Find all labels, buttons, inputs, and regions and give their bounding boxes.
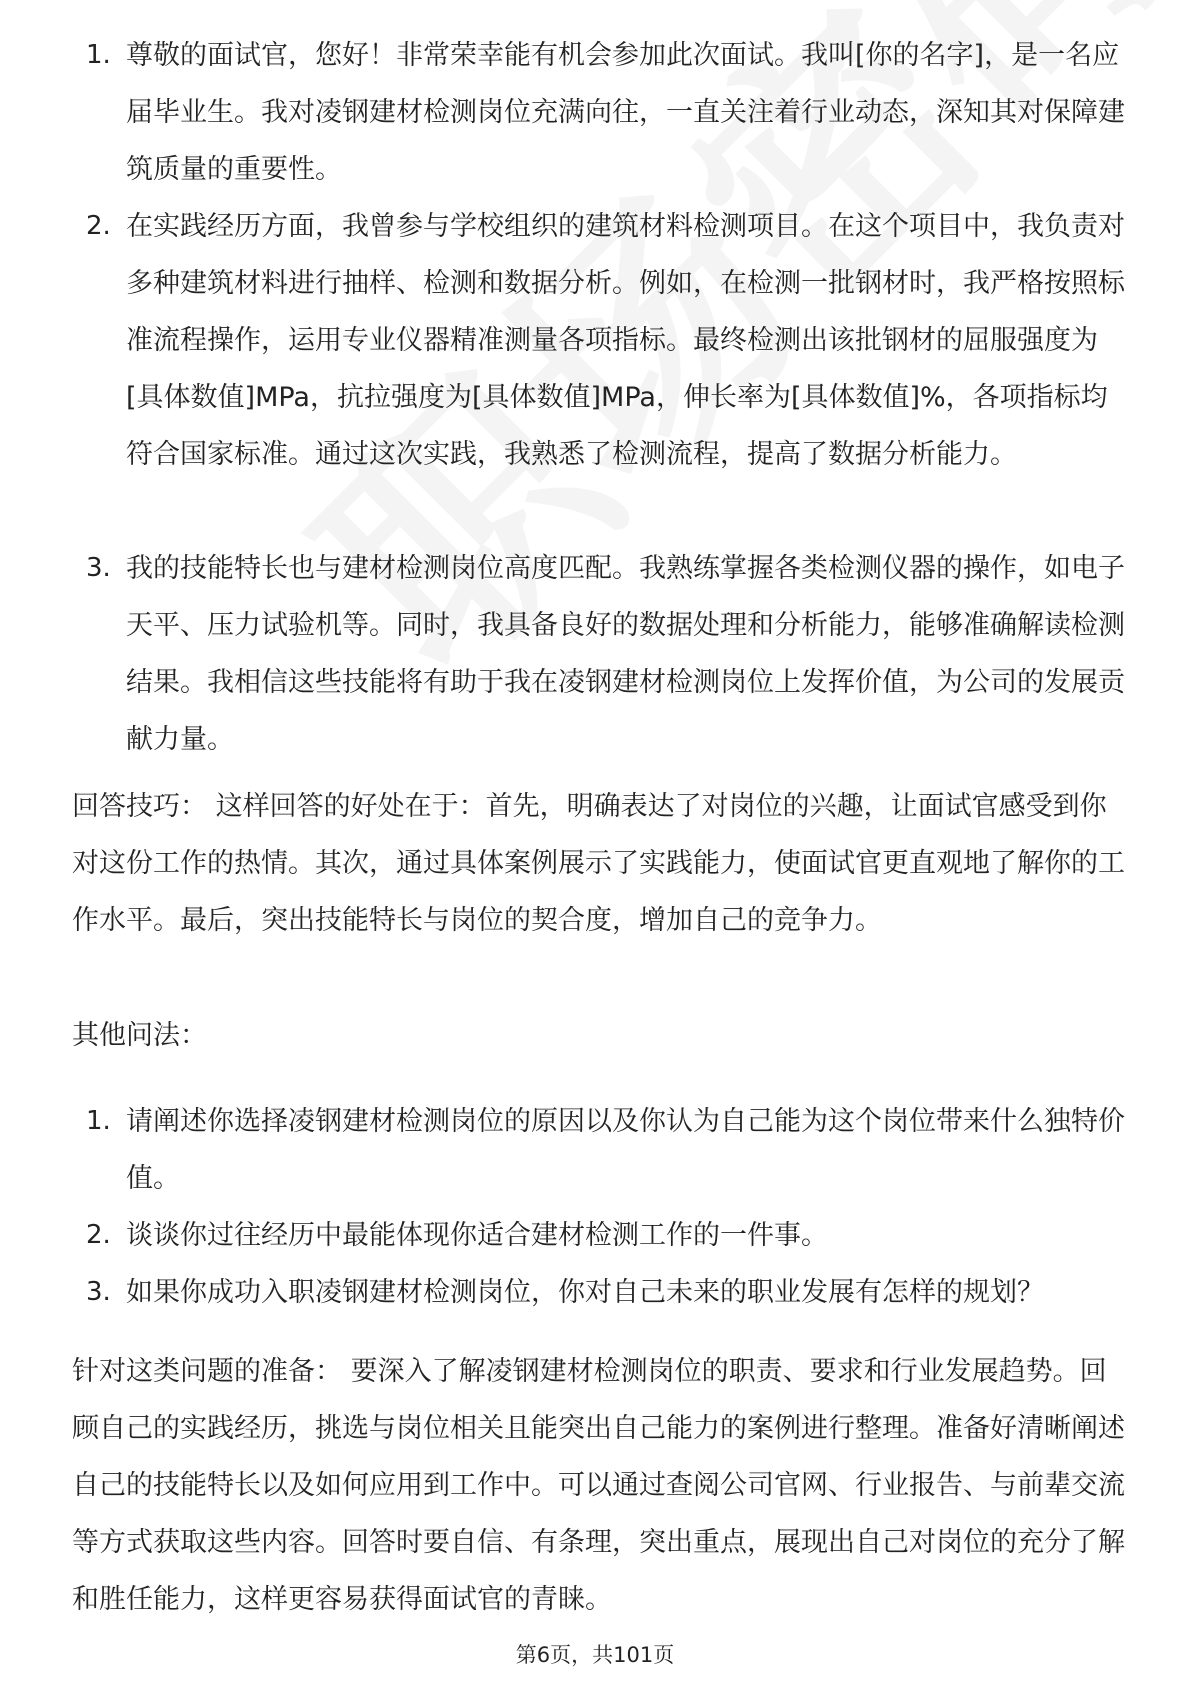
list-number: 2. bbox=[86, 211, 111, 241]
other-questions-heading: 其他问法： bbox=[72, 1020, 207, 1051]
list-item-text: 尊敬的面试官，您好！非常荣幸能有机会参加此次面试。我叫[你的名字]，是一名应届毕业生。我对凌钢建材检测岗位充满向往，一直关注着行业动态，深知其对保障建筑质量的重要性。 bbox=[126, 40, 1125, 185]
list-item-text: 在实践经历方面，我曾参与学校组织的建筑材料检测项目。在这个项目中，我负责对多种建筑材料进行抽样、检测和数据分析。例如，在检测一批钢材时，我严格按照标准流程操作，运用专业仪器精准测量各项指标。最终检测出该批钢材的屈服强度为[具体数值]MPa，抗拉强度为[具体数值]MPa，伸长率为[具体数值]%，各项指标均符合国家标准。通过这次实践，我熟悉了检测流程，提高了数据分析能力。 bbox=[126, 211, 1125, 470]
list-item-text: 如果你成功入职凌钢建材检测岗位，你对自己未来的职业发展有怎样的规划？ bbox=[126, 1277, 1044, 1308]
answer-tips-paragraph: 回答技巧： 这样回答的好处在于：首先，明确表达了对岗位的兴趣，让面试官感受到你对这份工作的热情。其次，通过具体案例展示了实践能力，使面试官更直观地了解你的工作水平。最后，突出技能特长与岗位的契合度，增加自己的竞争力。 bbox=[72, 791, 1125, 936]
preparation-paragraph: 针对这类问题的准备： 要深入了解凌钢建材检测岗位的职责、要求和行业发展趋势。回顾自己的实践经历，挑选与岗位相关且能突出自己能力的案例进行整理。准备好清晰阐述自己的技能特长以及如何应用到工作中。可以通过查阅公司官网、行业报告、与前辈交流等方式获取这些内容。回答时要自信、有条理，突出重点，展现出自己对岗位的充分了解和胜任能力，这样更容易获得面试官的青睐。 bbox=[72, 1356, 1125, 1615]
list-item bbox=[0, 1264, 1130, 1321]
list-number: 2. bbox=[86, 1220, 111, 1250]
list-item bbox=[0, 198, 1130, 540]
list-item bbox=[0, 1207, 1130, 1264]
list-item-text: 请阐述你选择凌钢建材检测岗位的原因以及你认为自己能为这个岗位带来什么独特价值。 bbox=[126, 1106, 1125, 1194]
list-item bbox=[0, 540, 1130, 768]
list-number: 3. bbox=[86, 1277, 111, 1307]
list-item-text: 我的技能特长也与建材检测岗位高度匹配。我熟练掌握各类检测仪器的操作，如电子天平、压力试验机等。同时，我具备良好的数据处理和分析能力，能够准确解读检测结果。我相信这些技能将有助于我在凌钢建材检测岗位上发挥价值，为公司的发展贡献力量。 bbox=[126, 553, 1125, 755]
other-questions-list bbox=[0, 1093, 1190, 1321]
answer-list bbox=[0, 27, 1190, 768]
list-item-text: 谈谈你过往经历中最能体现你适合建材检测工作的一件事。 bbox=[126, 1220, 828, 1251]
list-number: 1. bbox=[86, 40, 111, 70]
page-number-footer: 第6页，共101页 bbox=[515, 1643, 675, 1667]
list-item bbox=[0, 27, 1130, 198]
list-number: 1. bbox=[86, 1106, 111, 1136]
list-item bbox=[0, 1093, 1130, 1207]
list-number: 3. bbox=[86, 553, 111, 583]
